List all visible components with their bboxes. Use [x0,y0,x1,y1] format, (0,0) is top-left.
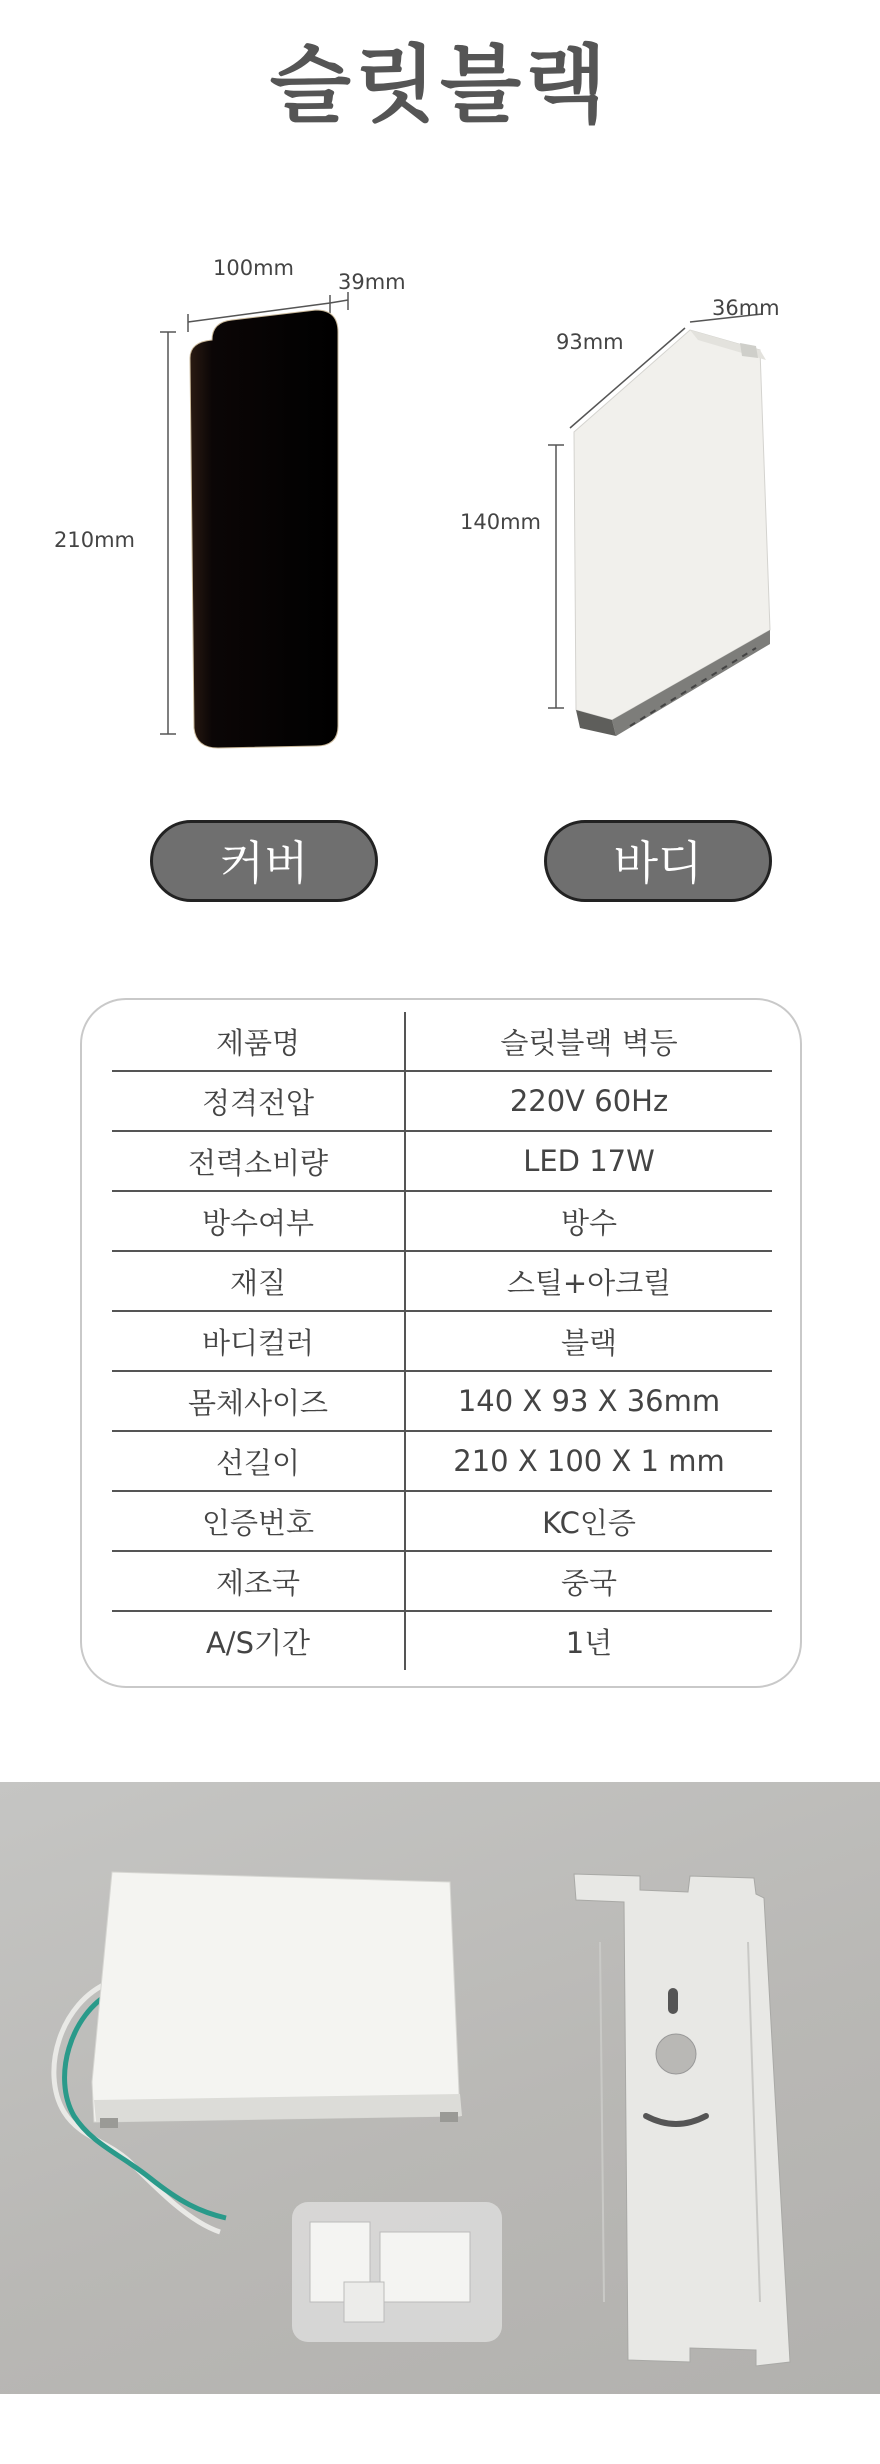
spec-row [112,1131,772,1191]
spec-row [112,1611,772,1670]
spec-row [112,1311,772,1371]
page-title: 슬릿블랙 [269,36,611,134]
spec-value: KC인증 [405,1491,772,1551]
spec-row [112,1371,772,1431]
cover-illustration [0,240,440,760]
spec-row [112,1551,772,1611]
spec-key: 제조국 [112,1551,405,1611]
spec-value: 1년 [565,1625,613,1660]
spec-key: 인증번호 [112,1491,405,1551]
spec-value: 140 X 93 X 36mm [405,1371,772,1431]
spec-row [112,1491,772,1551]
spec-row [112,1012,772,1071]
spec-key: 몸체사이즈 [112,1371,405,1431]
cover-drawing [0,240,440,760]
product-components-photo [0,1782,880,2394]
spec-value: 스틸+아크릴 [405,1251,772,1311]
spec-value: 블랙 [405,1311,772,1371]
components-drawing [0,1782,880,2394]
spec-value: LED 17W [405,1131,772,1191]
spec-key: 재질 [112,1251,405,1311]
body-label-button[interactable]: 바디 [544,820,772,902]
cover-label-button[interactable]: 커버 [150,820,378,902]
spec-row [112,1431,772,1491]
spec-row [112,1191,772,1251]
spec-row [112,1251,772,1311]
spec-key: 선길이 [112,1431,405,1491]
spec-key: 제품명 [112,1012,405,1071]
spec-table-box [80,998,802,1688]
body-width-label: 93mm [556,330,624,354]
spec-row [112,1071,772,1131]
spec-key: A/S기간 [112,1611,405,1670]
spec-key: 방수여부 [112,1191,405,1251]
spec-value: 220V 60Hz [405,1071,772,1131]
cover-height-label: 210mm [54,528,135,552]
body-depth-label: 36mm [712,296,780,320]
cover-depth-label: 39mm [338,270,406,294]
spec-key: 전력소비량 [112,1131,405,1191]
spec-value: 슬릿블랙 벽등 [405,1012,772,1071]
spec-key: 바디컬러 [112,1311,405,1371]
spec-value: 중국 [405,1551,772,1611]
body-height-label: 140mm [460,510,541,534]
spec-table [112,1012,772,1670]
spec-key: 정격전압 [112,1071,405,1131]
spec-value: 210 X 100 X 1 mm [405,1431,772,1491]
cover-width-label: 100mm [213,256,294,280]
spec-value: 방수 [405,1191,772,1251]
